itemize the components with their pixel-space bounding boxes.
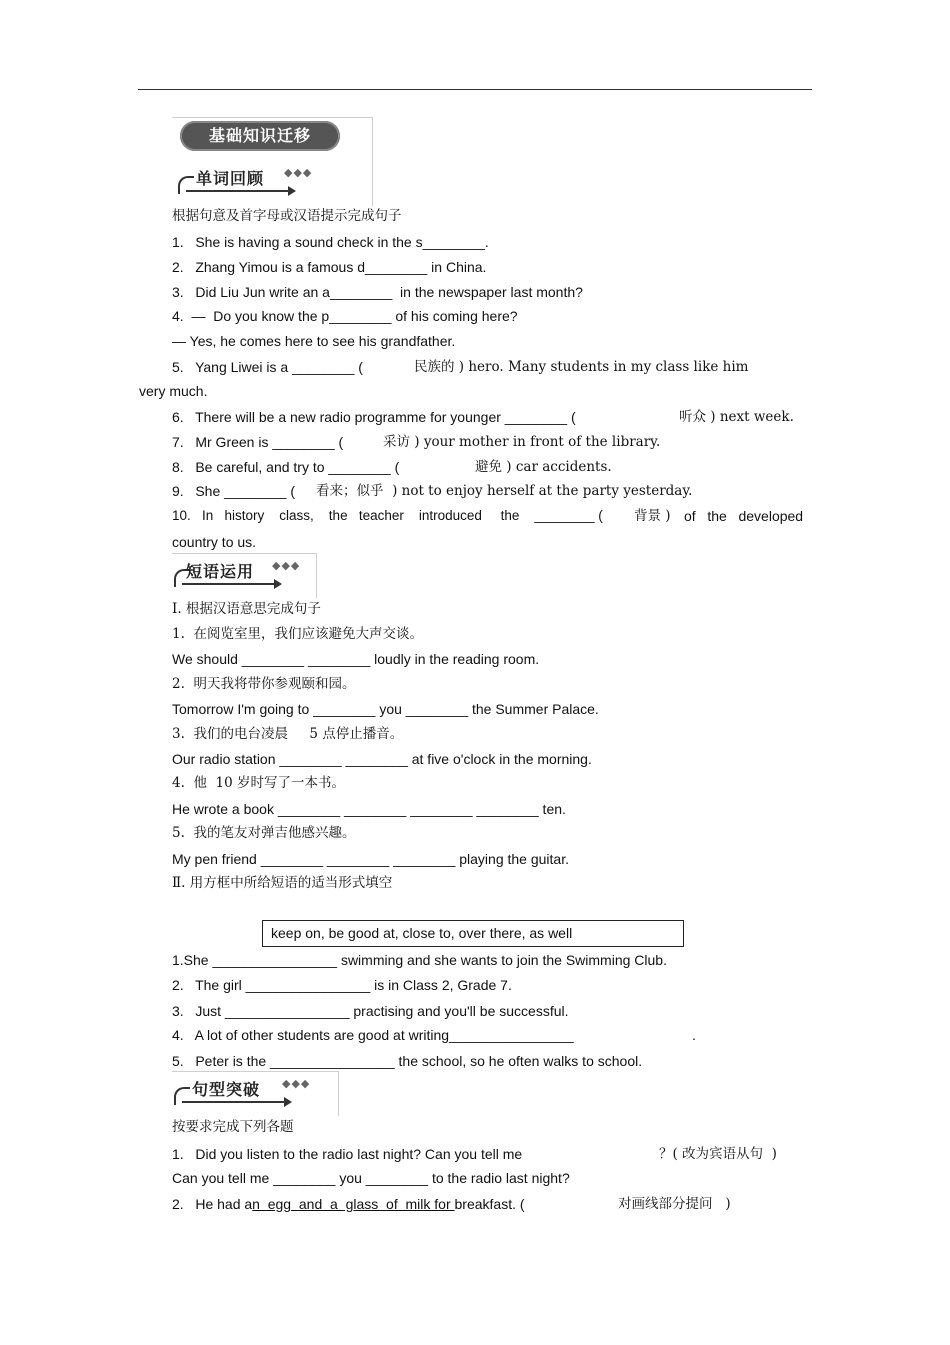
chinese-hint: 采访 ) your mother in front of the library. [383,434,661,450]
question-item: 4. — Do you know the p________ of his coming here? [172,308,518,324]
chinese-hint: 避免 ) car accidents. [475,459,612,475]
chinese-hint: 听众 ) next week. [679,409,794,425]
header-arrow-line [186,190,290,192]
section-header-sentence-patterns [172,1071,340,1115]
chinese-hint: ？( 改为宾语从句 ) [659,1146,777,1162]
top-rule [138,89,812,90]
header-arrow-line [182,1101,286,1103]
answer-line: He wrote a book ________ ________ ________ ________ ten. [172,801,566,817]
arrow-icon [284,1097,292,1107]
question-item: 1. Did you listen to the radio last night? Can you tell me [172,1146,523,1162]
section-header-phrase-use [172,553,318,597]
instruction-text: 根据句意及首字母或汉语提示完成句子 [172,208,402,224]
question-tail: of the developed [684,508,804,524]
chinese-hint: 民族的 ) hero. Many students in my class like him [414,359,749,375]
diamond-icons: ◆◆◆ [282,1078,311,1090]
question-item: 6. There will be a new radio programme for younger ________ ( [172,409,576,425]
question-item: 9. She ________ ( [172,483,295,499]
chinese-hint: 背景 ) [634,508,671,524]
phrase-box [262,920,684,947]
phrase-list: keep on, be good at, close to, over there, as well [271,925,573,941]
question-item [172,1195,525,1213]
chinese-sentence: 2. 明天我将带你参观颐和园。 [172,676,356,692]
diamond-icons: ◆◆◆ [272,560,301,572]
question-item: 2. Zhang Yimou is a famous d________ in China. [172,259,487,275]
question-continuation: country to us. [172,534,257,550]
question-continuation: very much. [139,383,208,399]
instruction-text: 按要求完成下列各题 [172,1119,294,1135]
chinese-hint: 看来；似乎 ) not to enjoy herself at the party yesterday. [316,483,693,499]
header-arrow-line [182,583,276,585]
answer-line: Tomorrow I'm going to ________ you ________ the Summer Palace. [172,701,599,717]
section-title: 短语运用 [186,562,255,581]
question-item: 3. Did Liu Jun write an a________ in the newspaper last month? [172,284,583,300]
answer-line: Can you tell me ________ you ________ to the radio last night? [172,1170,570,1186]
question-item: 10. In history class, the teacher introduced the ________ ( [172,508,603,523]
chinese-sentence: 4. 他 10 岁时写了一本书。 [172,775,346,791]
section-title: 单词回顾 [196,169,265,188]
arrow-icon [274,579,282,589]
answer-line: Our radio station ________ ________ at five o'clock in the morning. [172,751,592,767]
question-item: 1. She is having a sound check in the s________. [172,234,489,250]
answer-line: My pen friend ________ ________ ________ playing the guitar. [172,851,569,867]
sentence-end: breakfast. ( [454,1196,525,1212]
diamond-icons: ◆◆◆ [284,167,313,179]
answer-line: — Yes, he comes here to see his grandfather. [172,333,456,349]
chinese-sentence: 5. 我的笔友对弹吉他感兴趣。 [172,825,356,841]
part-instruction: Ⅱ. 用方框中所给短语的适当形式填空 [172,875,393,891]
answer-line: We should ________ ________ loudly in the reading room. [172,651,540,667]
section-header-word-review [176,160,336,204]
sentence-start: 2. He had a [172,1196,253,1212]
question-item: 4. A lot of other students are good at writing________________ [172,1027,574,1043]
chinese-sentence: 1. 在阅览室里，我们应该避免大声交谈。 [172,626,423,642]
question-item: 5. Yang Liwei is a ________ ( [172,359,363,375]
underlined-phrase: n egg and a glass of mil [252,1196,424,1212]
arrow-icon [288,186,296,196]
chinese-hint: 对画线部分提问 ) [618,1196,731,1212]
question-item: 1.She ________________ swimming and she wants to join the Swimming Club. [172,952,667,968]
question-item: 8. Be careful, and try to ________ ( [172,459,400,475]
question-item: 3. Just ________________ practising and you'll be successful. [172,1003,569,1019]
sentence-period: . [692,1027,696,1043]
question-item: 2. The girl ________________ is in Class 2, Grade 7. [172,977,512,993]
section-title: 句型突破 [192,1080,261,1099]
sentence-middle: k for [423,1196,455,1212]
question-item: 5. Peter is the ________________ the school, so he often walks to school. [172,1053,643,1069]
section-banner: 基础知识迁移 [180,121,340,151]
question-item: 7. Mr Green is ________ ( [172,434,344,450]
chinese-sentence: 3. 我们的电台凌晨 5 点停止播音。 [172,726,404,742]
part-instruction: Ⅰ. 根据汉语意思完成句子 [172,601,321,617]
